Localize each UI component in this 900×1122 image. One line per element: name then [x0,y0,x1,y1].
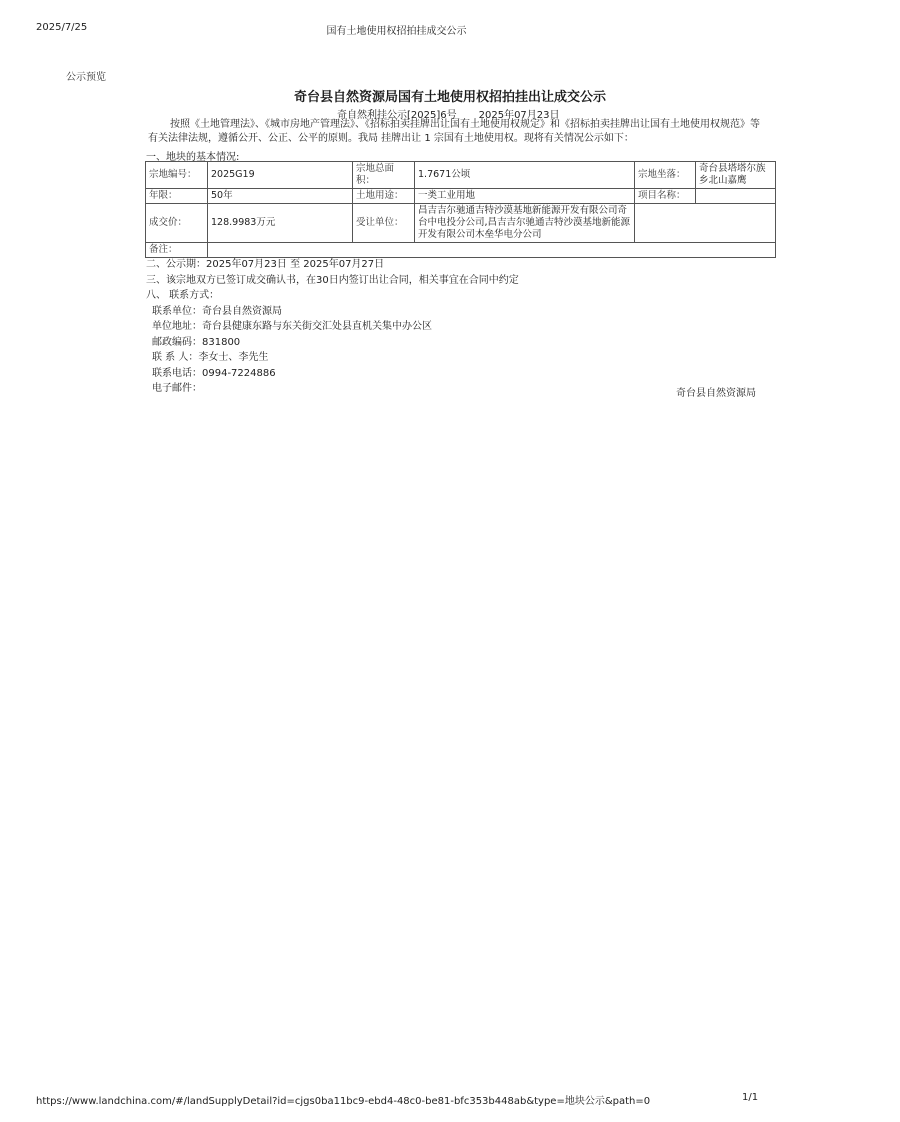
contact-email: 电子邮件： [152,383,202,394]
section-publicity-period: 二、公示期：2025年07月23日 至 2025年07月27日 [146,259,385,270]
section-basic-info-heading: 一、地块的基本情况: [146,152,240,163]
use-label: 土地用途： [353,189,415,204]
use-value: 一类工业用地 [415,189,635,204]
footer-url[interactable]: https://www.landchina.com/#/landSupplyDetail?id=cjgs0ba11bc9-ebd4-48c0-be81-bfc353b448ab&type=地块公示&path=0 [36,1096,651,1107]
empty-cell [635,204,776,243]
footer-page-number: 1/1 [742,1092,759,1103]
price-label: 成交价： [146,204,208,243]
contact-postcode: 邮政编码：831800 [152,336,241,348]
parcel-info-table [145,161,776,258]
location-value: 奇台县塔塔尔族乡北山嘉鹰 [696,162,776,189]
area-label: 宗地总面积： [353,162,415,189]
contact-person: 联 系 人：李女士、李先生 [152,352,269,363]
parcel-no-label: 宗地编号： [146,162,208,189]
section-contact-heading: 八、 联系方式： [146,290,220,301]
document-title: 奇台县自然资源局国有土地使用权招拍挂出让成交公示 [293,90,606,105]
term-value: 50年 [208,189,353,204]
project-label: 项目名称： [635,189,696,204]
remark-value [208,243,776,258]
contact-phone: 联系电话：0994-7224886 [152,367,276,379]
print-date: 2025/7/25 [36,22,88,33]
document-date: 2025年07月23日 [478,110,560,121]
location-label: 宗地坐落： [635,162,696,189]
issuer-signature: 奇台县自然资源局 [676,388,756,399]
area-value: 1.7671公顷 [415,162,635,189]
announcement-details [146,257,519,397]
project-value [696,189,776,204]
transferee-label: 受让单位： [353,204,415,243]
preview-label: 公示预览 [66,72,106,83]
parcel-no-value: 2025G19 [208,162,353,189]
contact-unit: 联系单位：奇台县自然资源局 [152,305,282,317]
remark-label: 备注： [146,243,208,258]
term-label: 年限： [146,189,208,204]
document-number: 奇自然利挂公示[2025]6号 [337,110,457,121]
transferee-value: 昌吉吉尔驰通吉特沙漠基地新能源开发有限公司奇台中电投分公司,昌吉吉尔驰通吉特沙漠基地新能源开发有限公司木垒华电分公司 [415,204,635,243]
print-page-title: 国有土地使用权招拍挂成交公示 [326,26,467,37]
contact-address: 单位地址：奇台县健康东路与东关街交汇处县直机关集中办公区 [152,321,432,332]
intro-paragraph: 按照《土地管理法》、《城市房地产管理法》、《招标拍卖挂牌出让国有土地使用权规定》和《招标拍卖挂牌出让国有土地使用权规范》等有关法律法规，遵循公开、公正、公平的原则。我局 挂牌出让 1 宗国有土地使用权。现将有关情况公示如下： [148,119,760,144]
price-value: 128.9983万元 [208,204,353,243]
section-contract-note: 三、该宗地双方已签订成交确认书，在30日内签订出让合同，相关事宜在合同中约定 [146,274,519,286]
